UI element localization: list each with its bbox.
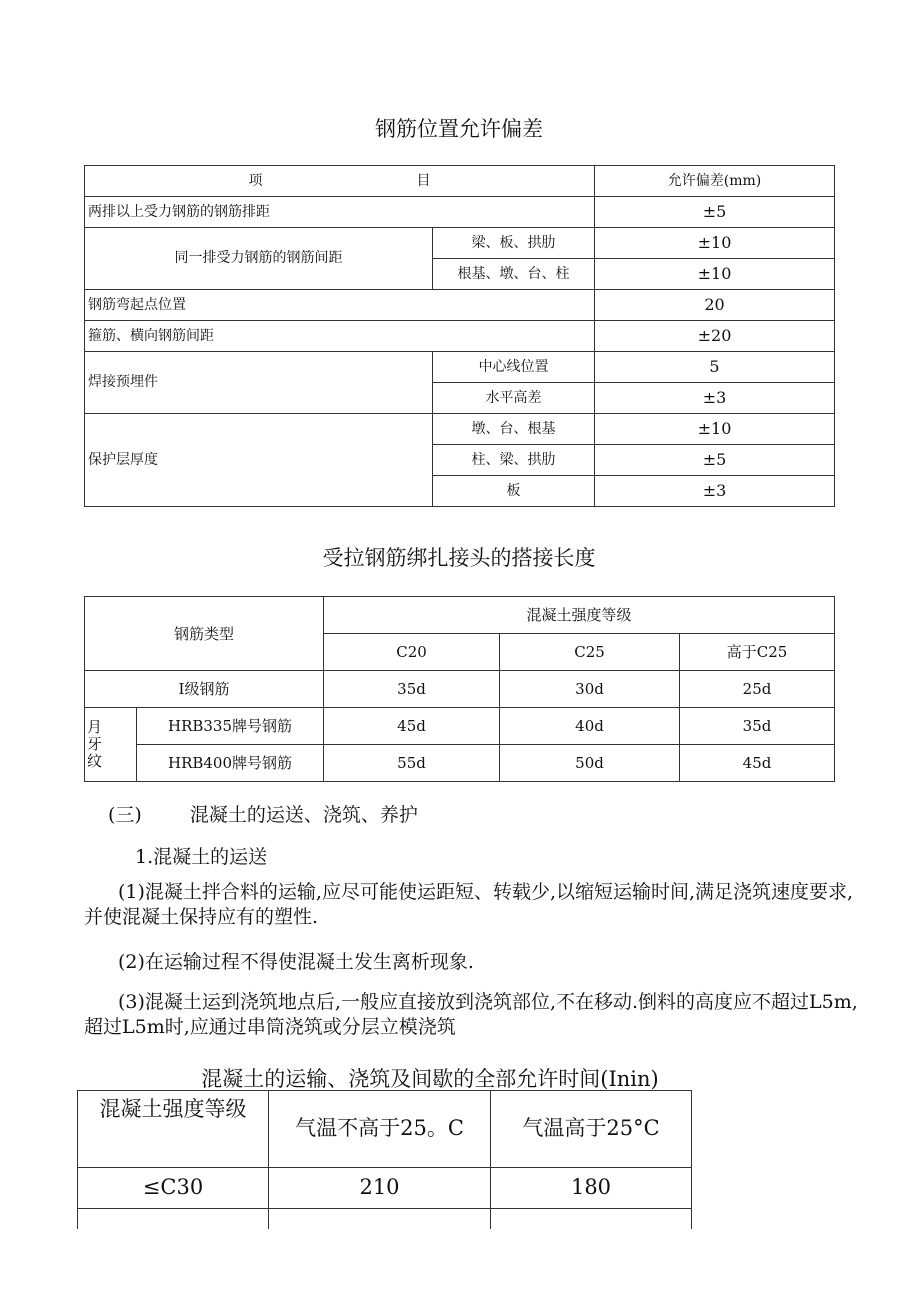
row-value: ±10 xyxy=(595,414,835,445)
header-concrete-grade: 混凝土强度等级 xyxy=(78,1091,269,1168)
header-c25: C25 xyxy=(500,634,680,671)
table-row xyxy=(85,708,835,745)
paragraph-3-text: (3)混凝土运到浇筑地点后,一般应直接放到浇筑部位,不在移动.倒料的高度应不超过L5m,超过L5m时,应通过串筒浇筑或分层立模浇筑 xyxy=(84,991,858,1038)
row-value: ±10 xyxy=(595,259,835,290)
header-above-c25: 高于C25 xyxy=(680,634,835,671)
paragraph-2-text: (2)在运输过程不得使混凝土发生离析现象. xyxy=(118,951,474,973)
row-sub: 梁、板、拱肋 xyxy=(433,228,595,259)
row-item: 两排以上受力钢筋的钢筋排距 xyxy=(85,197,595,228)
section-number: (三) xyxy=(108,804,142,826)
row-c25: 40d xyxy=(500,708,680,745)
header-temp-low: 气温不高于25。C xyxy=(269,1091,491,1168)
table-row xyxy=(78,1168,692,1209)
row-value: 5 xyxy=(595,352,835,383)
header-temp-high: 气温高于25°C xyxy=(491,1091,692,1168)
row-above: 45d xyxy=(680,745,835,782)
row-above: 35d xyxy=(680,708,835,745)
table-row xyxy=(85,197,835,228)
row-sub: 墩、台、根基 xyxy=(433,414,595,445)
row-value: ±5 xyxy=(595,197,835,228)
row-value: ±10 xyxy=(595,228,835,259)
section-title: 混凝土的运送、浇筑、养护 xyxy=(189,804,418,826)
lap-length-table xyxy=(84,596,835,782)
row-label: Ⅰ级钢筋 xyxy=(85,671,324,708)
row-sub: 板 xyxy=(433,476,595,507)
crescent-rib-label-text: 月牙纹 xyxy=(87,717,103,771)
row-value: ±20 xyxy=(595,321,835,352)
table-header-row xyxy=(85,597,835,634)
row-above: 25d xyxy=(680,671,835,708)
row-sub: 水平高差 xyxy=(433,383,595,414)
row-temp-low: 210 xyxy=(269,1168,491,1209)
sub-heading: 1.混凝土的运送 xyxy=(135,846,268,868)
paragraph-1 xyxy=(84,880,864,930)
lap-length-table-title: 受拉钢筋绑扎接头的搭接长度 xyxy=(322,546,596,570)
rebar-tolerance-table xyxy=(84,165,835,507)
table-row xyxy=(85,671,835,708)
row-item: 钢筋弯起点位置 xyxy=(85,290,595,321)
row-group: 同一排受力钢筋的钢筋间距 xyxy=(85,228,433,290)
table-row xyxy=(85,414,835,445)
table-row xyxy=(85,352,835,383)
header-c20: C20 xyxy=(324,634,500,671)
row-value: ±5 xyxy=(595,445,835,476)
table-row xyxy=(85,228,835,259)
row-value: 20 xyxy=(595,290,835,321)
row-label: HRB335牌号钢筋 xyxy=(137,708,324,745)
row-sub: 根基、墩、台、柱 xyxy=(433,259,595,290)
crescent-rib-group-label xyxy=(85,708,137,782)
row-temp-high: 180 xyxy=(491,1168,692,1209)
row-sub: 柱、梁、拱肋 xyxy=(433,445,595,476)
row-value: ±3 xyxy=(595,383,835,414)
row-c20: 55d xyxy=(324,745,500,782)
row-group: 保护层厚度 xyxy=(85,414,433,507)
table-row xyxy=(85,290,835,321)
pour-time-table-title: 混凝土的运输、浇筑及间歇的全部允许时间(Inin) xyxy=(201,1067,659,1091)
paragraph-1-text: (1)混凝土拌合料的运输,应尽可能使运距短、转载少,以缩短运输时间,满足浇筑速度要求,并使混凝土保持应有的塑性. xyxy=(84,881,854,928)
row-sub: 中心线位置 xyxy=(433,352,595,383)
table-cell-partial xyxy=(269,1209,491,1230)
header-concrete-grade: 混凝土强度等级 xyxy=(324,597,835,634)
header-item: 项 目 xyxy=(85,166,595,197)
table-row xyxy=(85,745,835,782)
row-item: 箍筋、横向钢筋间距 xyxy=(85,321,595,352)
header-tolerance: 允许偏差(mm) xyxy=(595,166,835,197)
table-header-row xyxy=(85,166,835,197)
table-row-partial xyxy=(78,1209,692,1230)
paragraph-2 xyxy=(84,950,864,975)
row-c25: 50d xyxy=(500,745,680,782)
header-rebar-type: 钢筋类型 xyxy=(85,597,324,671)
table-header-row xyxy=(78,1091,692,1168)
row-c20: 45d xyxy=(324,708,500,745)
row-group: 焊接预埋件 xyxy=(85,352,433,414)
pour-time-table xyxy=(77,1090,692,1229)
row-grade: ≤C30 xyxy=(78,1168,269,1209)
section-heading xyxy=(108,803,418,828)
tolerance-table-title: 钢筋位置允许偏差 xyxy=(375,117,543,141)
table-row xyxy=(85,321,835,352)
row-value: ±3 xyxy=(595,476,835,507)
row-label: HRB400牌号钢筋 xyxy=(137,745,324,782)
row-c25: 30d xyxy=(500,671,680,708)
table-cell-partial xyxy=(491,1209,692,1230)
table-cell-partial xyxy=(78,1209,269,1230)
paragraph-3 xyxy=(84,990,864,1040)
row-c20: 35d xyxy=(324,671,500,708)
